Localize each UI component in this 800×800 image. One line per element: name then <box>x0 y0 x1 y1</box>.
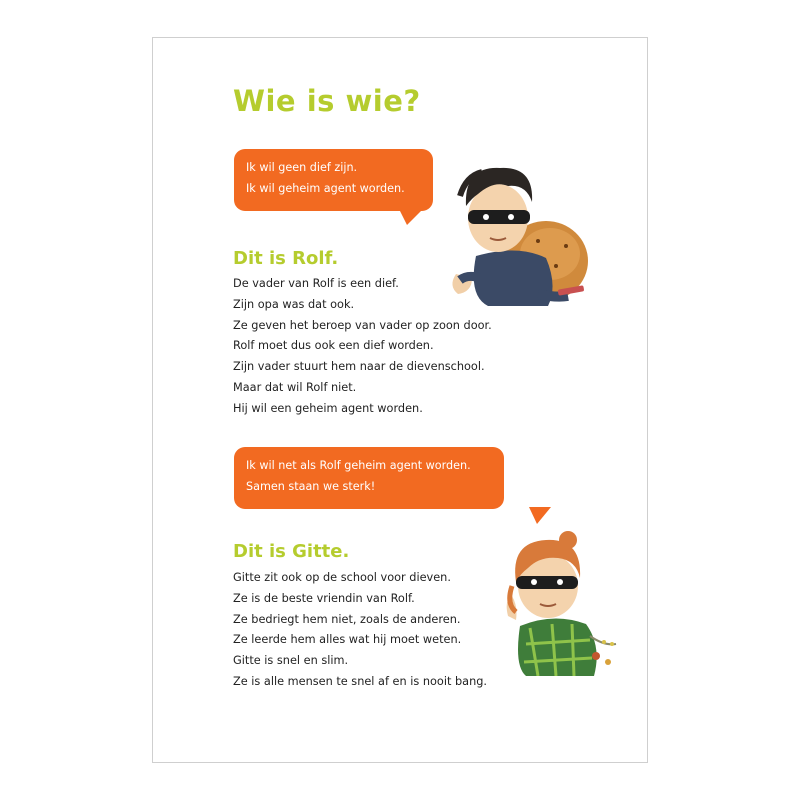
text-line: Ze geven het beroep van vader op zoon door. <box>233 318 492 332</box>
book-page <box>152 37 648 763</box>
gitte-text <box>233 568 487 693</box>
text-line: Ze leerde hem alles wat hij moet weten. <box>233 633 462 647</box>
speech-bubble-rolf <box>234 149 433 211</box>
gitte-illustration <box>486 516 636 676</box>
bubble-tail <box>399 209 423 225</box>
text-line: Zijn vader stuurt hem naar de dievenschool. <box>233 360 485 374</box>
bubble-line: Ik wil geen dief zijn. <box>246 161 358 174</box>
bubble-line: Ik wil geheim agent worden. <box>246 182 405 195</box>
text-line: Hij wil een geheim agent worden. <box>233 401 423 415</box>
bubble-line: Samen staan we sterk! <box>246 480 376 493</box>
text-line: Gitte zit ook op de school voor dieven. <box>233 571 451 584</box>
text-line: Gitte is snel en slim. <box>233 654 349 668</box>
bubble-line: Ik wil net als Rolf geheim agent worden. <box>246 459 471 472</box>
text-line: Ze is alle mensen te snel af en is nooit bang. <box>233 674 487 688</box>
text-line: Ze bedriegt hem niet, zoals de anderen. <box>233 612 461 626</box>
rolf-heading: Dit is Rolf. <box>233 248 339 269</box>
text-line: Maar dat wil Rolf niet. <box>233 380 357 394</box>
page-title: Wie is wie? <box>233 84 421 118</box>
text-line: Zijn opa was dat ook. <box>233 297 355 311</box>
gitte-heading: Dit is Gitte. <box>233 541 350 562</box>
speech-bubble-gitte <box>234 447 504 509</box>
text-line: Ze is de beste vriendin van Rolf. <box>233 591 415 605</box>
text-line: De vader van Rolf is een dief. <box>233 277 399 290</box>
rolf-text <box>233 274 492 420</box>
text-line: Rolf moet dus ook een dief worden. <box>233 339 434 353</box>
